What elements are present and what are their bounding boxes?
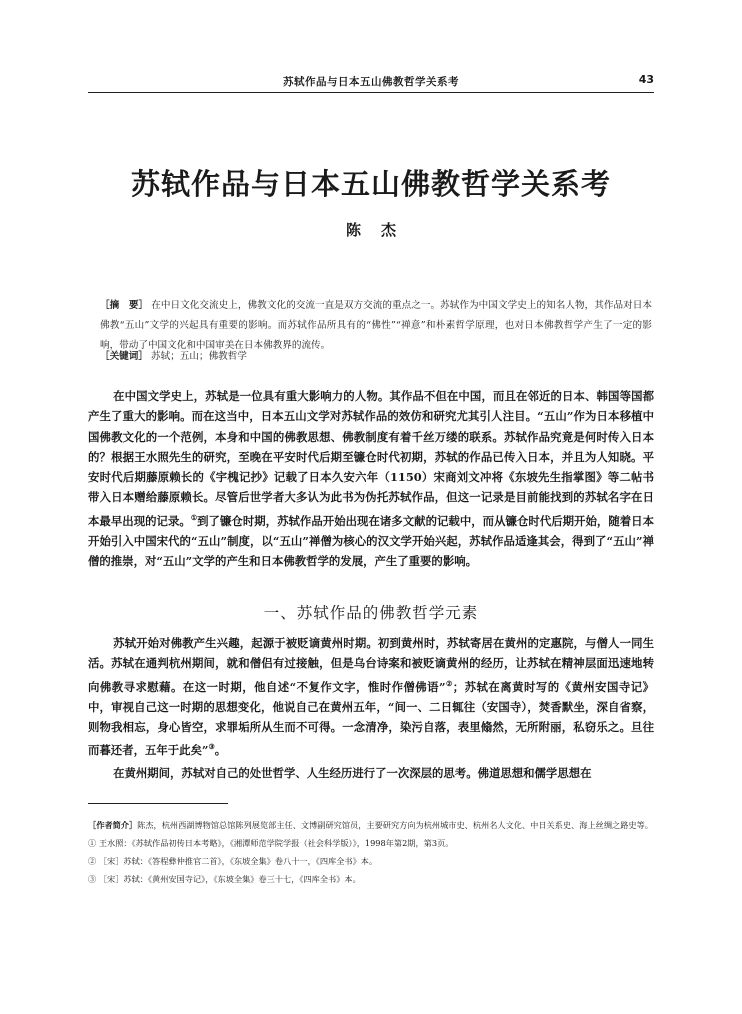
page-number: 43: [638, 73, 654, 86]
footnote-text: ［宋］苏轼：《答程彝仲推官二首》，《东坡全集》卷八十一，《四库全书》本。: [98, 856, 378, 866]
body-paragraph-2: [88, 633, 654, 760]
section-heading: 一、苏轼作品的佛教哲学元素: [263, 604, 479, 622]
paragraph-text: 苏轼开始对佛教产生兴趣，起源于被贬谪黄州时期。初到黄州时，苏轼寄居在黄州的定惠院，与僧人一同生活。苏轼在通判杭州期间，就和僧侣有过接触，但是乌台诗案和被贬谪黄州的经历，让苏轼在精神层面迅速地转向佛教寻求慰藉。在这一时期，他自述“不复作文字，惟时作僧佛语”: [88, 636, 654, 694]
keywords-label: ［关键词］: [100, 351, 148, 362]
running-title: 苏轼作品与日本五山佛教哲学关系考: [283, 76, 459, 88]
body-paragraph-1: [88, 386, 654, 571]
abstract-text: 在中日文化交流史上，佛教文化的交流一直是双方交流的重点之一。苏轼作为中国文学史上的知名人物，其作品对日本佛教“五山”文学的兴起具有重要的影响。而苏轼作品所具有的“佛性”“禅意”和朴素哲学原理，也对日本佛教哲学产生了一定的影响，带动了中国文化和中国审美在日本佛教界的流传。: [100, 300, 652, 351]
footnote-ref-3[interactable]: ③: [208, 742, 215, 752]
author-note-label: ［作者简介］: [88, 820, 138, 830]
author-note-text: 陈杰，杭州西湖博物馆总馆陈列展览部主任、文博副研究馆员，主要研究方向为杭州城市史、杭州名人文化、中日关系史、海上丝绸之路史等。: [137, 820, 653, 830]
keywords: [100, 348, 652, 366]
footnote-3: [88, 870, 654, 888]
footnote-text: 王水照：《苏轼作品初传日本考略》，《湘潭师范学院学报（社会科学版）》，1998年第2期，第3页。: [98, 838, 454, 848]
paragraph-end: 。: [214, 743, 227, 758]
paragraph-text: 在中国文学史上，苏轼是一位具有重大影响力的人物。其作品不但在中国，而且在邻近的日本、韩国等国都产生了重大的影响。而在这当中，日本五山文学对苏轼作品的效仿和研究尤其引人注目。“五山”作为日本移植中国佛教文化的一个范例，本身和中国的佛教思想、佛教制度有着千丝万缕的联系。苏轼作品究竟是何时传入日本的？根据王水照先生的研究，至晚在平安时代后期至镰仓时代初期，苏轼的作品已传入日本，并且为人知晓。平安时代后期藤原赖长的《宇槐记抄》记载了日本久安六年（1150）宋商刘文冲将《东坡先生指掌图》等二帖书带入日本赠给藤原赖长。尽管后世学者大多认为此书为伪托苏轼作品，但这一记录是目前能找到的苏轼名字在日本最早出现的记录。: [88, 389, 654, 528]
footnote-text: ［宋］苏轼：《黄州安国寺记》，《东坡全集》卷三十七，《四库全书》本。: [98, 874, 361, 884]
abstract: [100, 296, 652, 356]
footnote-ref-2[interactable]: ②: [445, 678, 453, 688]
author-note: [88, 816, 654, 834]
article-title: 苏轼作品与日本五山佛教哲学关系考: [130, 167, 611, 201]
paragraph-text-cont: ；苏轼在离黄时写的《黄州安国寺记》中，审视自己这一时期的思想变化，他说自己在黄州五年，“间一、二日辄往（安国寺），焚香默坐，深自省察，则物我相忘，身心皆空，求罪垢所从生而不可得。一念清净，染污自落，表里翛然，无所附丽，私窃乐之。旦往而暮还者，五年于此矣”: [88, 679, 654, 758]
footnote-2: [88, 852, 654, 870]
footnote-divider: [88, 803, 228, 804]
keywords-text: 苏轼；五山；佛教哲学: [151, 351, 247, 362]
footnote-1: [88, 834, 654, 852]
body-paragraph-3: [88, 763, 654, 783]
footnote-mark: ③: [88, 874, 97, 884]
paragraph-text-cont: 到了镰仓时期，苏轼作品开始出现在诸多文献的记载中，而从镰仓时代后期开始，随着日本开始引入中国宋代的“五山”制度，以“五山”禅僧为核心的汉文学开始兴起，苏轼作品适逢其会，得到了“五山”禅僧的推崇，对“五山”文学的产生和日本佛教哲学的发展，产生了重要的影响。: [88, 513, 654, 569]
running-header: [88, 70, 654, 93]
paragraph-text: 在黄州期间，苏轼对自己的处世哲学、人生经历进行了一次深层的思考。佛道思想和儒学思想在: [113, 766, 592, 780]
footnote-mark: ①: [88, 838, 97, 848]
footnotes: [88, 816, 654, 888]
abstract-label: ［摘 要］: [100, 300, 149, 311]
article-author: 陈杰: [345, 221, 416, 239]
footnote-mark: ②: [88, 856, 97, 866]
footnote-ref-1[interactable]: ①: [190, 512, 198, 522]
